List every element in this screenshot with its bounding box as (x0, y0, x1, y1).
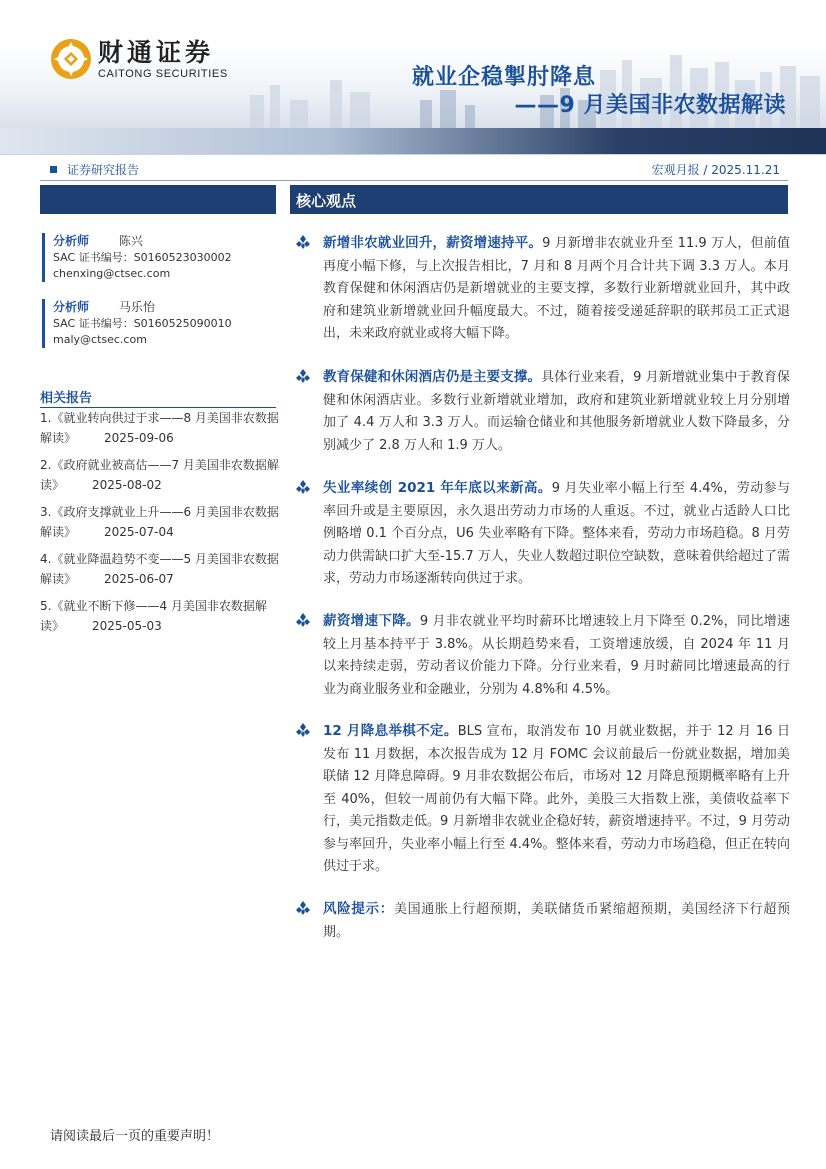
point-heading: 12 月降息举棋不定。 (323, 723, 458, 739)
diamond-bullet-icon (296, 235, 310, 249)
analyst-name: 马乐怡 (118, 300, 155, 314)
header-banner (0, 0, 826, 155)
related-reports-list (40, 409, 280, 644)
logo-chinese-name: 财通证券 (98, 37, 215, 67)
related-report-text: 3.《政府支撑就业上升——6 月美国非农数据解读》 (40, 505, 279, 539)
diamond-bullet-icon (296, 369, 310, 383)
point-body: 9 月失业率小幅上行至 4.4%，劳动参与率回升或是主要原因，永久退出劳动力市场的人重返。不过，就业占适龄人口比例略增 0.1 个百分点，U6 失业率略有下降。整体来看，劳动力市场趋稳。8 月劳动力供需缺口扩大至-15.7 万人，失业人数超过职位空缺数，意味着供给超过了需求，劳动力市场逐渐转向供过于求。 (323, 481, 790, 586)
point-body: 具体行业来看，9 月新增就业集中于教育保健和休闲酒店业。多数行业新增就业增加，政府和建筑业新增就业较上月分别增加了 4.4 万人和 3.3 万人。而运输仓储业和其他服务新增就业人数下降最多，分别减少了 2.8 万人和 1.9 万人。 (323, 370, 791, 453)
point-heading: 新增非农就业回升，薪资增速持平。 (323, 235, 543, 251)
analyst-name: 陈兴 (118, 234, 143, 248)
analyst-sac-number: SAC 证书编号：S0160523030002 (53, 251, 232, 264)
core-point (296, 232, 790, 346)
point-heading: 风险提示： (323, 901, 394, 917)
logo-english-name: CAITONG SECURITIES (98, 67, 228, 80)
analyst-email[interactable]: chenxing@ctsec.com (53, 267, 171, 280)
related-report-item[interactable] (40, 503, 280, 542)
related-report-text: 1.《就业转向供过于求——8 月美国非农数据解读》 (40, 411, 279, 445)
related-report-item[interactable] (40, 409, 280, 448)
core-views-header (290, 185, 788, 214)
related-reports-title: 相关报告 (40, 387, 276, 408)
report-subtitle: ——9 月美国非农数据解读 (514, 93, 786, 118)
core-point (296, 610, 790, 701)
analyst-label: 分析师 (53, 234, 90, 248)
core-views-title: 核心观点 (296, 192, 357, 210)
related-report-item[interactable] (40, 550, 280, 589)
subheader-bar (40, 159, 788, 181)
point-body: 9 月新增非农就业升至 11.9 万人，但前值再度小幅下修，与上次报告相比，7 月和 8 月两个月合计共下调 3.3 万人。本月教育保健和休闲酒店仍是新增就业的主要支撑，多数行业新增就业回升，其中政府和建筑业新增就业回升幅度最大。不过，随着接受递延辞职的联邦员工正式退出，未来政府就业或将大幅下降。 (323, 236, 790, 341)
point-body: 9 月非农就业平均时薪环比增速较上月下降至 0.2%，同比增速较上月基本持平于 3.8%。从长期趋势来看，工资增速放缓，自 2024 年 11 月以来持续走弱，劳动者议价能力下降。分行业来看，9 月时薪同比增速最高的行业为商业服务业和金融业，分别为 4.8%和 4.5%。 (323, 614, 790, 697)
banner-strip (0, 128, 826, 154)
related-report-date: 2025-09-06 (104, 430, 174, 445)
analyst-card (42, 299, 272, 348)
core-point (296, 477, 790, 591)
diamond-bullet-icon (296, 901, 310, 915)
related-report-date: 2025-05-03 (92, 618, 162, 633)
analyst-card (42, 233, 272, 282)
related-report-date: 2025-06-07 (104, 571, 174, 586)
analyst-label: 分析师 (53, 300, 90, 314)
core-point (296, 366, 790, 457)
report-category (50, 161, 139, 178)
related-report-text: 2.《政府就业被高估——7 月美国非农数据解读》 (40, 458, 279, 492)
diamond-bullet-icon (296, 723, 310, 737)
square-bullet-icon (50, 166, 57, 173)
point-heading: 失业率续创 2021 年年底以来新高。 (323, 480, 552, 496)
analyst-email[interactable]: maly@ctsec.com (53, 333, 147, 346)
company-logo (50, 38, 228, 80)
point-body: 美国通胀上行超预期，美联储货币紧缩超预期，美国经济下行超预期。 (323, 902, 790, 940)
report-meta: 宏观月报 / 2025.11.21 (651, 163, 780, 177)
diamond-bullet-icon (296, 480, 310, 494)
related-report-date: 2025-08-02 (92, 477, 162, 492)
footer-disclaimer: 请阅读最后一页的重要声明！ (50, 1129, 220, 1144)
core-point (296, 720, 790, 879)
report-category-label: 证券研究报告 (67, 163, 140, 177)
related-report-item[interactable] (40, 597, 280, 636)
related-report-item[interactable] (40, 456, 280, 495)
analyst-sac-number: SAC 证书编号：S0160525090010 (53, 317, 232, 330)
diamond-bullet-icon (296, 613, 310, 627)
report-title: 就业企稳掣肘降息 (411, 65, 596, 90)
related-report-text: 5.《就业不断下修——4 月美国非农数据解读》 (40, 599, 267, 633)
point-heading: 教育保健和休闲酒店仍是主要支撑。 (323, 369, 542, 385)
related-report-text: 4.《就业降温趋势不变——5 月美国非农数据解读》 (40, 552, 279, 586)
left-column-header-bar (40, 185, 276, 214)
logo-emblem-icon (50, 38, 92, 80)
related-report-date: 2025-07-04 (104, 524, 174, 539)
risk-warning (296, 898, 790, 944)
point-body: BLS 宣布，取消发布 10 月就业数据，并于 12 月 16 日发布 11 月数据，本次报告成为 12 月 FOMC 会议前最后一份就业数据，增加美联储 12 月降息障碍。9 月非农数据公布后，市场对 12 月降息预期概率略有上升至 40%，但较一周前仍有大幅下降。此外，美股三大指数上涨，美债收益率下行，美元指数走低。9 月新增非农就业企稳好转，薪资增速持平。不过，9 月劳动参与率回升，失业率小幅上行至 4.4%。整体来看，劳动力市场趋稳，但正在转向供过于求。 (323, 724, 790, 874)
point-heading: 薪资增速下降。 (323, 613, 420, 629)
